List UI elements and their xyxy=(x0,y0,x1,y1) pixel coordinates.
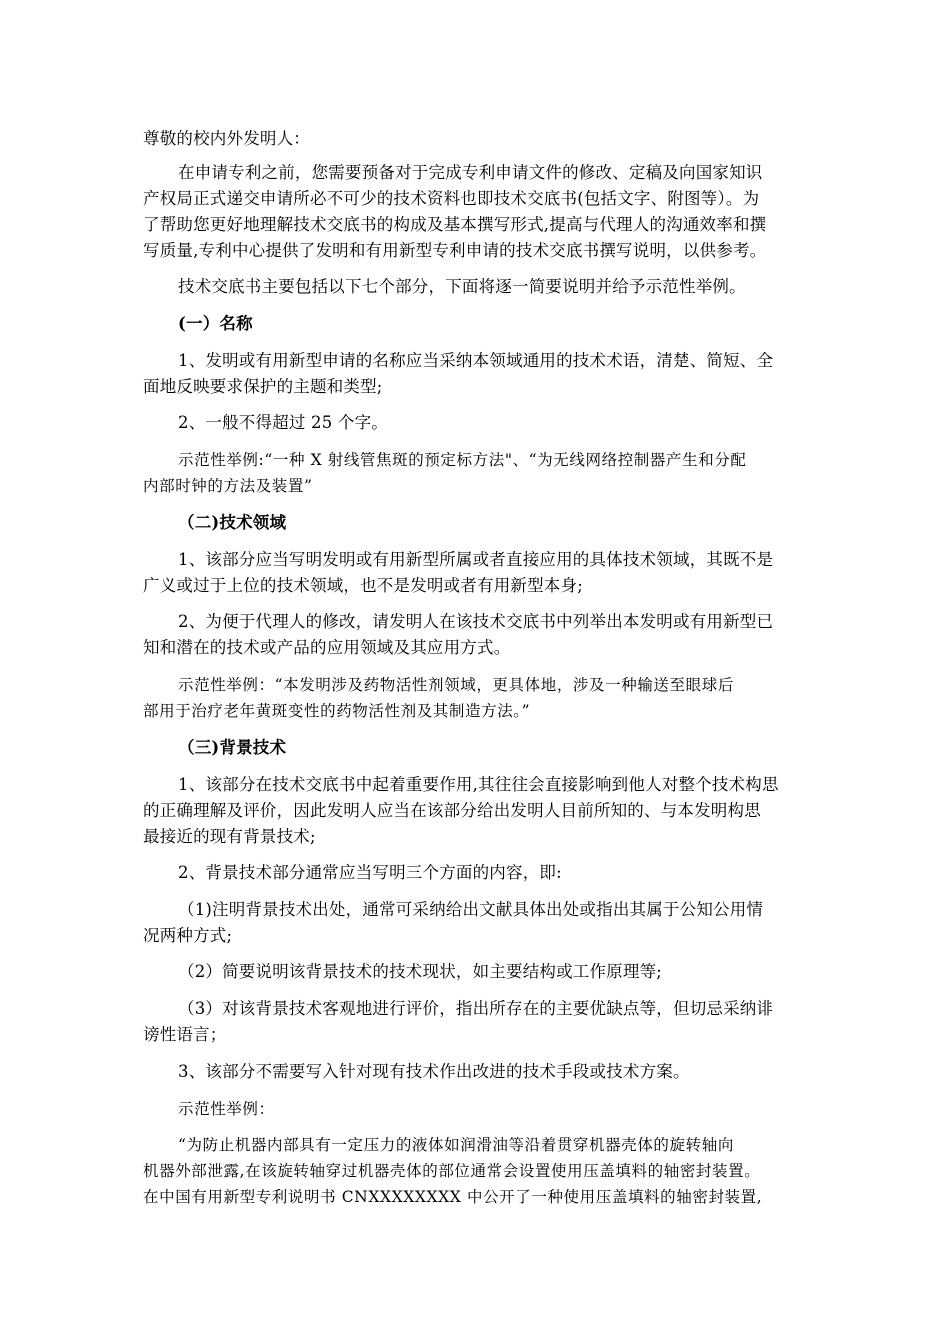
section1-example-line-1: 示范性举例:“一种 X 射线管焦斑的预定标方法"、“为无线网络控制器产生和分配 xyxy=(178,451,747,469)
section3-example-line-2: 机器外部泄露,在该旋转轴穿过机器壳体的部位通常会设置使用压盖填料的轴密封装置。 xyxy=(143,1162,761,1180)
section2-example-line-1: 示范性举例：“本发明涉及药物活性剂领域，更具体地，涉及一种输送至眼球后 xyxy=(178,676,734,694)
section3-example-label: 示范性举例： xyxy=(178,1100,275,1118)
section3-sub3-line-2: 谤性语言； xyxy=(143,1025,227,1044)
section2-example-line-2: 部用于治疗老年黄斑变性的药物活性剂及其制造方法。” xyxy=(143,702,531,720)
section-heading-background: （三)背景技术 xyxy=(178,738,287,757)
section1-example-line-2: 内部时钟的方法及装置” xyxy=(143,477,313,495)
section3-item2: 2、背景技术部分通常应当写明三个方面的内容，即: xyxy=(178,863,562,882)
section-heading-technical-field: （二)技术领域 xyxy=(178,513,287,532)
section3-example-line-3: 在中国有用新型专利说明书 CNXXXXXXXX 中公开了一种使用压盖填料的轴密封装置, xyxy=(143,1188,763,1206)
section-heading-name: (一）名称 xyxy=(178,314,253,333)
section3-item1-line-3: 最接近的现有背景技术; xyxy=(143,827,316,846)
section3-item1-line-2: 的正确理解及评价，因此发明人应当在该部分给出发明人目前所知的、与本发明构思 xyxy=(143,801,761,820)
intro-line-1: 在申请专利之前，您需要预备对于完成专利申请文件的修改、定稿及向国家知识 xyxy=(178,163,763,182)
section3-sub2: （2）简要说明该背景技术的技术现状，如主要结构或工作原理等; xyxy=(178,962,663,981)
salutation: 尊敬的校内外发明人： xyxy=(143,129,310,148)
intro-line-4: 写质量,专利中心提供了发明和有用新型专利申请的技术交底书撰写说明，以供参考。 xyxy=(143,241,767,260)
section2-item1-line-2: 广义或过于上位的技术领域，也不是发明或者有用新型本身; xyxy=(143,576,583,595)
intro-line-2: 产权局正式递交申请所必不可少的技术资料也即技术交底书(包括文字、附图等）。为 xyxy=(143,189,760,208)
section3-sub1-line-2: 况两种方式; xyxy=(143,926,233,945)
section3-item3: 3、该部分不需要写入针对现有技术作出改进的技术手段或技术方案。 xyxy=(178,1062,690,1081)
section1-item2: 2、一般不得超过 25 个字。 xyxy=(178,413,388,432)
section1-item1-line-2: 面地反映要求保护的主题和类型; xyxy=(143,377,383,396)
overview-paragraph: 技术交底书主要包括以下七个部分，下面将逐一简要说明并给予示范性举例。 xyxy=(178,277,746,296)
section1-item1-line-1: 1、发明或有用新型申请的名称应当采纳本领域通用的技术术语，清楚、简短、全 xyxy=(178,351,774,370)
intro-line-3: 了帮助您更好地理解技术交底书的构成及基本撰写形式,提高与代理人的沟通效率和撰 xyxy=(143,215,767,234)
section2-item2-line-2: 知和潜在的技术或产品的应用领域及其应用方式。 xyxy=(143,638,511,657)
section2-item1-line-1: 1、该部分应当写明发明或有用新型所属或者直接应用的具体技术领域，其既不是 xyxy=(178,550,774,569)
section2-item2-line-1: 2、为便于代理人的修改，请发明人在该技术交底书中列举出本发明或有用新型已 xyxy=(178,612,774,631)
section3-sub3-line-1: （3）对该背景技术客观地进行评价，指出所存在的主要优缺点等，但切忌采纳诽 xyxy=(178,999,774,1018)
section3-example-line-1: “为防止机器内部具有一定压力的液体如润滑油等沿着贯穿机器壳体的旋转轴向 xyxy=(178,1136,734,1154)
section3-item1-line-1: 1、该部分在技术交底书中起着重要作用,其往往会直接影响到他人对整个技术构思 xyxy=(178,775,779,794)
section3-sub1-line-1: （1)注明背景技术出处，通常可采纳给出文献具体出处或指出其属于公知公用情 xyxy=(178,900,764,919)
